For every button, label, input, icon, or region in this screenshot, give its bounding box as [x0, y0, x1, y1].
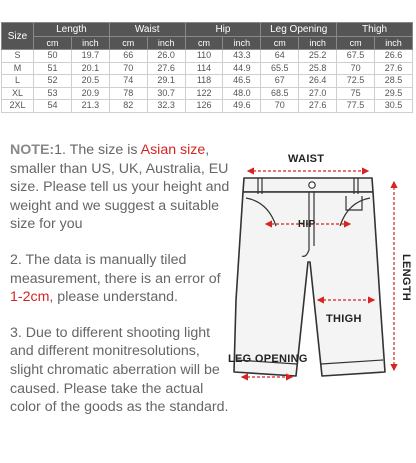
unit-header: inch [375, 37, 413, 50]
note-label: NOTE: [10, 142, 55, 158]
note-1-text-rest: , smaller than US, UK, Australia, EU size. Please tell us your height and weight and we suggest a suitable size for you [10, 142, 230, 233]
error-range-highlight: 1-2cm [10, 289, 50, 306]
shorts-illustration [222, 150, 416, 450]
table-row [2, 50, 413, 63]
unit-header: inch [71, 37, 109, 50]
table-row [2, 100, 413, 113]
measurement-cell: 52 [34, 75, 72, 88]
size-cell: 2XL [2, 100, 34, 113]
thigh-header: Thigh [337, 23, 413, 37]
note-3: 3. Due to different shooting light and different monitresolutions, slight chromatic aberration will be caused. Please take the actual color of the goods as the standard. [10, 324, 229, 416]
measurement-cell: 64 [261, 50, 299, 63]
measurement-cell: 67 [261, 75, 299, 88]
leg-opening-label: LEG OPENING [228, 353, 308, 365]
measurement-cell: 70 [337, 62, 375, 75]
measurement-cell: 72.5 [337, 75, 375, 88]
table-row [2, 87, 413, 100]
measurement-cell: 53 [34, 87, 72, 100]
measurement-cell: 26.6 [375, 50, 413, 63]
measurement-cell: 20.9 [71, 87, 109, 100]
size-cell: S [2, 50, 34, 63]
size-cell: M [2, 62, 34, 75]
measurement-cell: 46.5 [223, 75, 261, 88]
table-row [2, 62, 413, 75]
note-1-text: 1. The size is [54, 142, 141, 158]
measurement-cell: 66 [109, 50, 147, 63]
measurement-cell: 74 [109, 75, 147, 88]
measurement-cell: 19.7 [71, 50, 109, 63]
measurement-cell: 29.5 [375, 87, 413, 100]
table-group-header-row [2, 23, 413, 37]
measurement-cell: 20.1 [71, 62, 109, 75]
measurement-cell: 50 [34, 50, 72, 63]
measurement-cell: 122 [185, 87, 223, 100]
measurement-cell: 51 [34, 62, 72, 75]
measurement-cell: 32.3 [147, 100, 185, 113]
measurement-cell: 27.6 [375, 62, 413, 75]
measurement-cell: 110 [185, 50, 223, 63]
measurement-cell: 118 [185, 75, 223, 88]
unit-header: inch [147, 37, 185, 50]
hip-label: HIP [298, 219, 316, 230]
measurement-cell: 126 [185, 100, 223, 113]
measurement-cell: 67.5 [337, 50, 375, 63]
measurement-cell: 44.9 [223, 62, 261, 75]
measurement-cell: 26.4 [299, 75, 337, 88]
measurement-cell: 21.3 [71, 100, 109, 113]
measurement-cell: 43.3 [223, 50, 261, 63]
unit-header: cm [337, 37, 375, 50]
waist-header: Waist [109, 23, 185, 37]
measurement-cell: 30.5 [375, 100, 413, 113]
measurement-cell: 30.7 [147, 87, 185, 100]
notes-section [10, 141, 232, 434]
thigh-label: THIGH [326, 313, 362, 325]
unit-header: cm [109, 37, 147, 50]
unit-header: inch [223, 37, 261, 50]
unit-header: cm [34, 37, 72, 50]
measurement-cell: 68.5 [261, 87, 299, 100]
size-chart-table [1, 22, 413, 113]
measurement-cell: 75 [337, 87, 375, 100]
measurement-cell: 49.6 [223, 100, 261, 113]
measurement-cell: 54 [34, 100, 72, 113]
measurement-cell: 65.5 [261, 62, 299, 75]
measurement-cell: 77.5 [337, 100, 375, 113]
measurement-cell: 114 [185, 62, 223, 75]
unit-header: inch [299, 37, 337, 50]
measurement-cell: 25.8 [299, 62, 337, 75]
measurement-cell: 70 [261, 100, 299, 113]
asian-size-highlight: Asian size [140, 142, 206, 158]
measurement-cell: 48.0 [223, 87, 261, 100]
measurement-cell: 70 [109, 62, 147, 75]
hip-header: Hip [185, 23, 261, 37]
note-2-text: 2. The data is manually tiled measurement, there is an error of [10, 251, 221, 287]
note-2-text-rest: , please understand. [49, 289, 178, 306]
size-cell: XL [2, 87, 34, 100]
leg-opening-header: Leg Opening [261, 23, 337, 37]
measurement-cell: 25.2 [299, 50, 337, 63]
size-column-header: Size [2, 23, 34, 50]
measurement-cell: 26.0 [147, 50, 185, 63]
note-2 [10, 251, 232, 307]
size-cell: L [2, 75, 34, 88]
unit-header: cm [261, 37, 299, 50]
table-unit-header-row [2, 37, 413, 50]
measurement-cell: 78 [109, 87, 147, 100]
length-label: LENGTH [400, 254, 412, 302]
measurement-cell: 82 [109, 100, 147, 113]
waist-label: WAIST [288, 153, 325, 165]
measurement-cell: 27.6 [299, 100, 337, 113]
measurement-cell: 27.0 [299, 87, 337, 100]
length-header: Length [34, 23, 110, 37]
shorts-measurement-diagram [222, 150, 416, 450]
note-1 [10, 141, 232, 234]
table-row [2, 75, 413, 88]
measurement-cell: 28.5 [375, 75, 413, 88]
unit-header: cm [185, 37, 223, 50]
measurement-cell: 29.1 [147, 75, 185, 88]
measurement-cell: 27.6 [147, 62, 185, 75]
measurement-cell: 20.5 [71, 75, 109, 88]
